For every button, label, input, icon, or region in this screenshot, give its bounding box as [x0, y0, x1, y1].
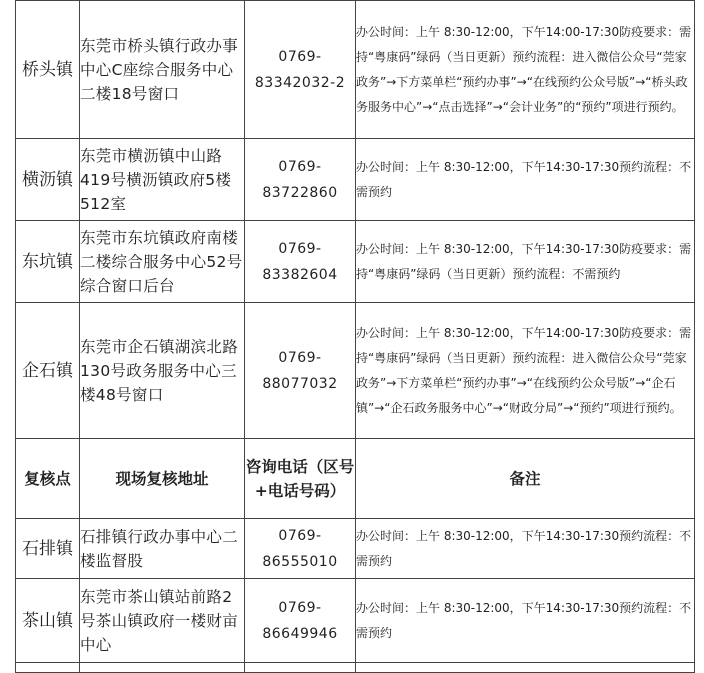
place-cell: 茶山镇: [16, 579, 80, 663]
address-cell: 东莞市茶山镇站前路2号茶山镇政府一楼财亩中心: [80, 579, 245, 663]
header-address: 现场复核地址: [80, 439, 245, 519]
phone-cell: 0769-83342032-2: [245, 1, 356, 139]
place-cell: 东坑镇: [16, 221, 80, 303]
table-row: [16, 303, 695, 439]
note-cell: 办公时间：上午 8:30-12:00，下午14:30-17:30预约流程：不需预约: [356, 519, 695, 579]
address-cell: 东莞市桥头镇行政办事中心C座综合服务中心二楼18号窗口: [80, 1, 245, 139]
table-row: [16, 1, 695, 139]
table-row: [16, 579, 695, 663]
address-cell: 东莞市东坑镇政府南楼二楼综合服务中心52号综合窗口后台: [80, 221, 245, 303]
header-notes: 备注: [356, 439, 695, 519]
place-cell: 石排镇: [16, 519, 80, 579]
phone-cell: 0769-83382604: [245, 221, 356, 303]
table-row-partial: [16, 663, 695, 673]
place-cell: 企石镇: [16, 303, 80, 439]
note-cell: 办公时间：上午 8:30-12:00，下午14:30-17:30防疫要求：需持“粤康码”绿码（当日更新）预约流程：不需预约: [356, 221, 695, 303]
address-cell: 石排镇行政办事中心二楼监督股: [80, 519, 245, 579]
phone-cell: 0769-83722860: [245, 139, 356, 221]
address-cell: 东莞市企石镇湖滨北路130号政务服务中心三楼48号窗口: [80, 303, 245, 439]
phone-cell: 0769-86649946: [245, 579, 356, 663]
note-cell: 办公时间：上午 8:30-12:00，下午14:00-17:30防疫要求：需持“粤康码”绿码（当日更新）预约流程：进入微信公众号“莞家政务”→下方菜单栏“预约办事”→“在线预约公众号版”→“企石镇”→“企石政务服务中心”→“财政分局”→“预约”项进行预约。: [356, 303, 695, 439]
note-cell: 办公时间：上午 8:30-12:00，下午14:30-17:30预约流程：不需预约: [356, 139, 695, 221]
note-cell: 办公时间：上午 8:30-12:00，下午14:30-17:30预约流程：不需预约: [356, 579, 695, 663]
place-cell: 桥头镇: [16, 1, 80, 139]
table-row: [16, 139, 695, 221]
header-phone: 咨询电话（区号+电话号码）: [245, 439, 356, 519]
place-cell: 横沥镇: [16, 139, 80, 221]
phone-cell: 0769-86555010: [245, 519, 356, 579]
phone-cell: 0769-88077032: [245, 303, 356, 439]
note-cell: 办公时间：上午 8:30-12:00，下午14:00-17:30防疫要求：需持“粤康码”绿码（当日更新）预约流程：进入微信公众号“莞家政务”→下方菜单栏“预约办事”→“在线预约公众号版”→“桥头政务服务中心”→“点击选择”→“会计业务”的“预约”项进行预约。: [356, 1, 695, 139]
table-row: [16, 221, 695, 303]
header-review-point: 复核点: [16, 439, 80, 519]
address-cell: 东莞市横沥镇中山路419号横沥镇政府5楼512室: [80, 139, 245, 221]
review-points-table: [15, 0, 695, 673]
table-row: [16, 519, 695, 579]
header-row: [16, 439, 695, 519]
